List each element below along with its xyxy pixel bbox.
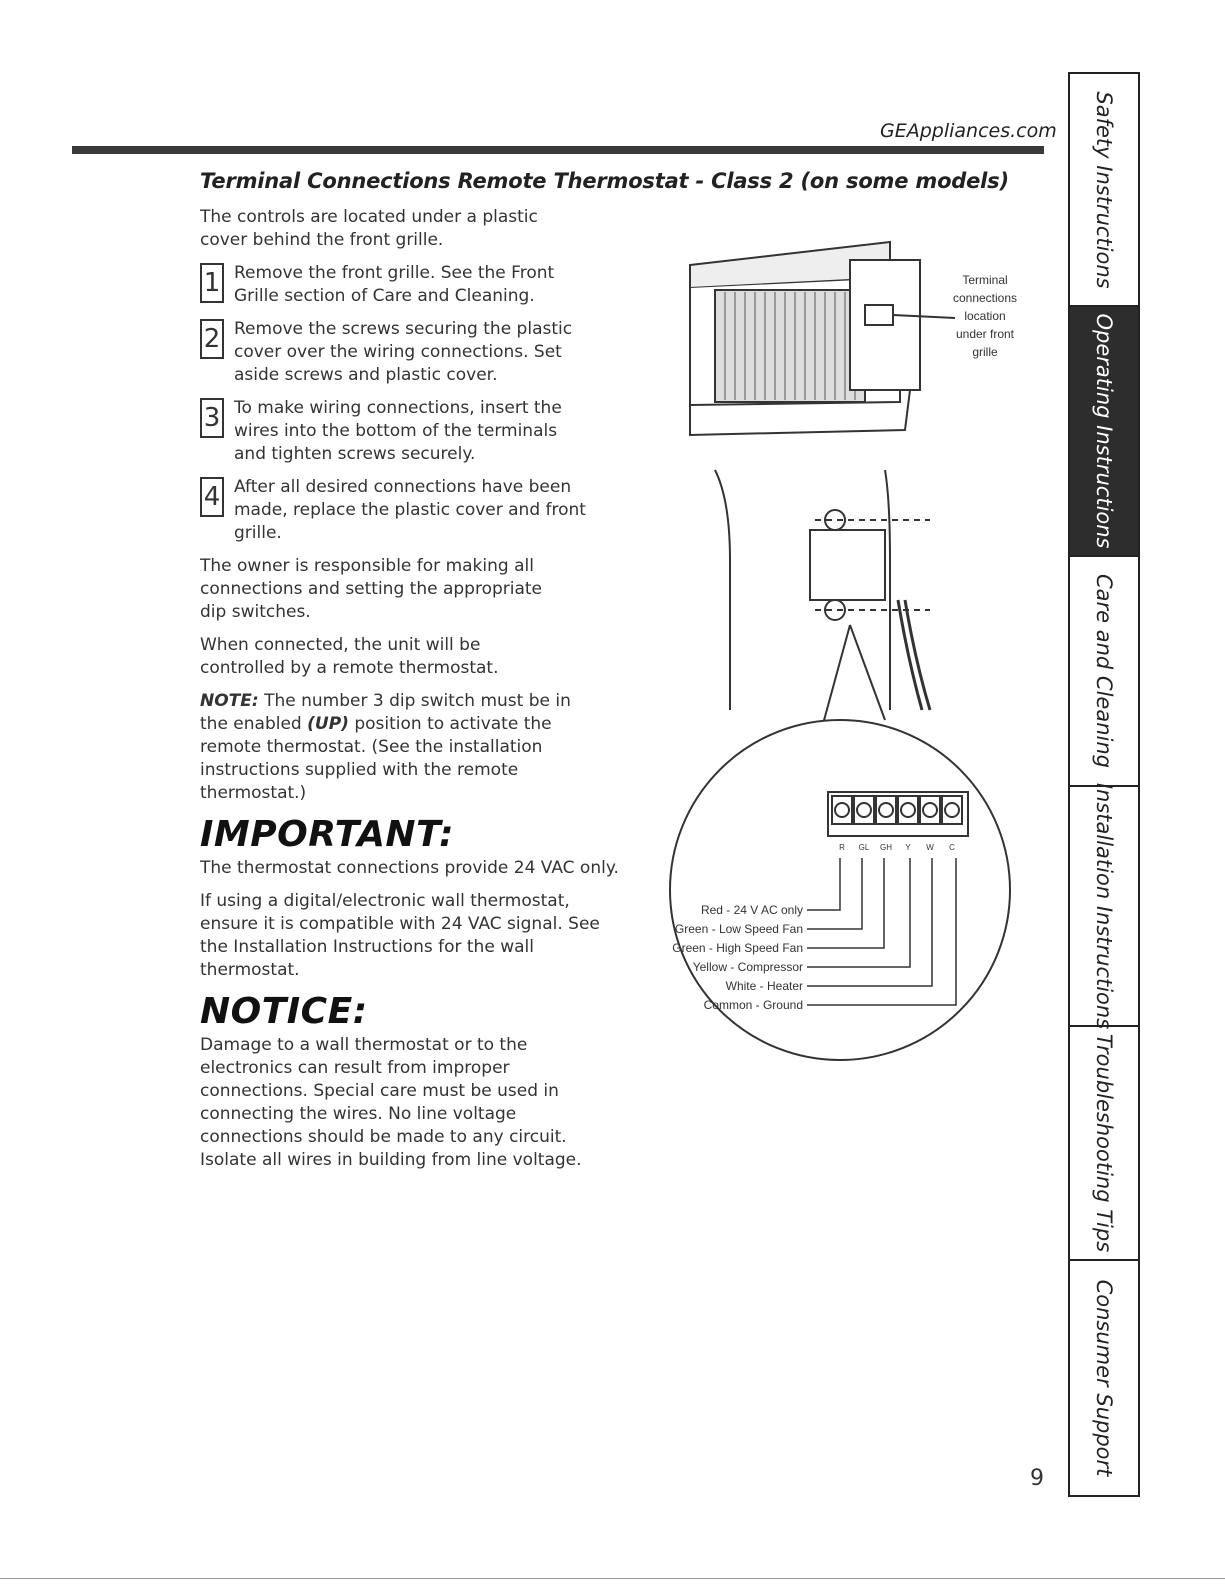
terminal-code-c: C (949, 843, 955, 852)
location-label-3: location (964, 309, 1006, 323)
intro-text: The controls are located under a plastic cover behind the front grille. (200, 207, 538, 250)
step-text: After all desired connections have been made, replace the plastic cover and front grille. (234, 477, 586, 543)
step-text: Remove the screws securing the plastic cover over the wiring connections. Set aside screws and plastic cover. (234, 319, 573, 385)
wire-label-green-high: Green - High Speed Fan (672, 941, 803, 955)
terminal-code-w: W (926, 843, 934, 852)
notice-text: Damage to a wall thermostat or to the electronics can result from improper connections. Special care must be used in connecting the wires. No line voltage connections should be made to any circuit. Isolate all wires in building from line voltage. (200, 1035, 582, 1170)
note-emphasis: (UP) (307, 714, 349, 734)
step-number: 2 (200, 319, 224, 359)
wire-label-common: Common - Ground (703, 998, 803, 1012)
step-2 (200, 318, 620, 387)
wiring-diagram (660, 230, 1060, 1090)
wire-label-red: Red - 24 V AC only (700, 903, 803, 917)
tab-consumer-support[interactable] (1070, 1261, 1138, 1495)
terminal-code-gl: GL (858, 843, 870, 852)
important-line-2: If using a digital/electronic wall thermostat, ensure it is compatible with 24 VAC signal. See the Installation Instructions for the wall thermostat. (200, 891, 600, 980)
tab-label: Installation Instructions (1092, 782, 1116, 1030)
note-paragraph (200, 690, 580, 805)
connected-text: When connected, the unit will be controlled by a remote thermostat. (200, 635, 499, 678)
tab-troubleshooting-tips[interactable] (1070, 1027, 1138, 1261)
note-text-2: position to activate the remote thermostat. (See the installation instructions supplied with the remote thermostat.) (200, 714, 552, 803)
wire-label-white: White - Heater (725, 979, 803, 993)
bottom-rule (0, 1578, 1225, 1579)
terminal-block (828, 792, 968, 836)
step-4 (200, 476, 620, 545)
tab-label: Troubleshooting Tips (1092, 1033, 1116, 1253)
tab-label: Consumer Support (1092, 1279, 1116, 1477)
location-label-5: grille (972, 345, 998, 359)
tab-operating-instructions[interactable] (1070, 307, 1138, 557)
wire-label-green-low: Green - Low Speed Fan (674, 922, 803, 936)
site-url: GEAppliances.com (880, 120, 1057, 142)
main-column (200, 206, 620, 1182)
important-heading: IMPORTANT: (200, 814, 455, 855)
ac-unit-illustration (690, 242, 920, 435)
step-number: 1 (200, 263, 224, 303)
note-label: NOTE: (200, 691, 259, 711)
step-number: 3 (200, 398, 224, 438)
important-line-1: The thermostat connections provide 24 VAC only. (200, 858, 619, 878)
terminal-code-gh: GH (880, 843, 892, 852)
step-number: 4 (200, 477, 224, 517)
tab-safety-instructions[interactable] (1070, 74, 1138, 307)
wire-label-yellow: Yellow - Compressor (692, 960, 803, 974)
step-text: Remove the front grille. See the Front Grille section of Care and Cleaning. (234, 263, 555, 306)
terminal-code-r: R (839, 843, 845, 852)
header-rule (72, 146, 1044, 154)
tab-label: Safety Instructions (1092, 90, 1116, 289)
terminal-code-y: Y (905, 843, 911, 852)
tab-care-and-cleaning[interactable] (1070, 557, 1138, 787)
location-label-2: connections (952, 291, 1018, 305)
tab-label: Operating Instructions (1092, 313, 1116, 549)
note-text-1: The number 3 dip switch must be in the enabled (200, 691, 571, 734)
step-3 (200, 397, 620, 466)
step-1 (200, 262, 620, 308)
location-label-1: Terminal (962, 273, 1008, 287)
tab-label: Care and Cleaning (1092, 573, 1116, 769)
section-title: Terminal Connections Remote Thermostat - Class 2 (on some models) (200, 169, 1009, 193)
terminal-box-closeup (715, 470, 930, 735)
notice-heading: NOTICE: (200, 991, 368, 1032)
section-tabs (1068, 72, 1140, 1497)
location-label-4: under front (955, 327, 1015, 341)
step-text: To make wiring connections, insert the wires into the bottom of the terminals and tighten screws securely. (234, 398, 562, 464)
owner-text: The owner is responsible for making all connections and setting the appropriate dip switches. (200, 556, 543, 622)
tab-installation-instructions[interactable] (1070, 782, 1138, 1030)
page-number: 9 (1030, 1466, 1044, 1491)
